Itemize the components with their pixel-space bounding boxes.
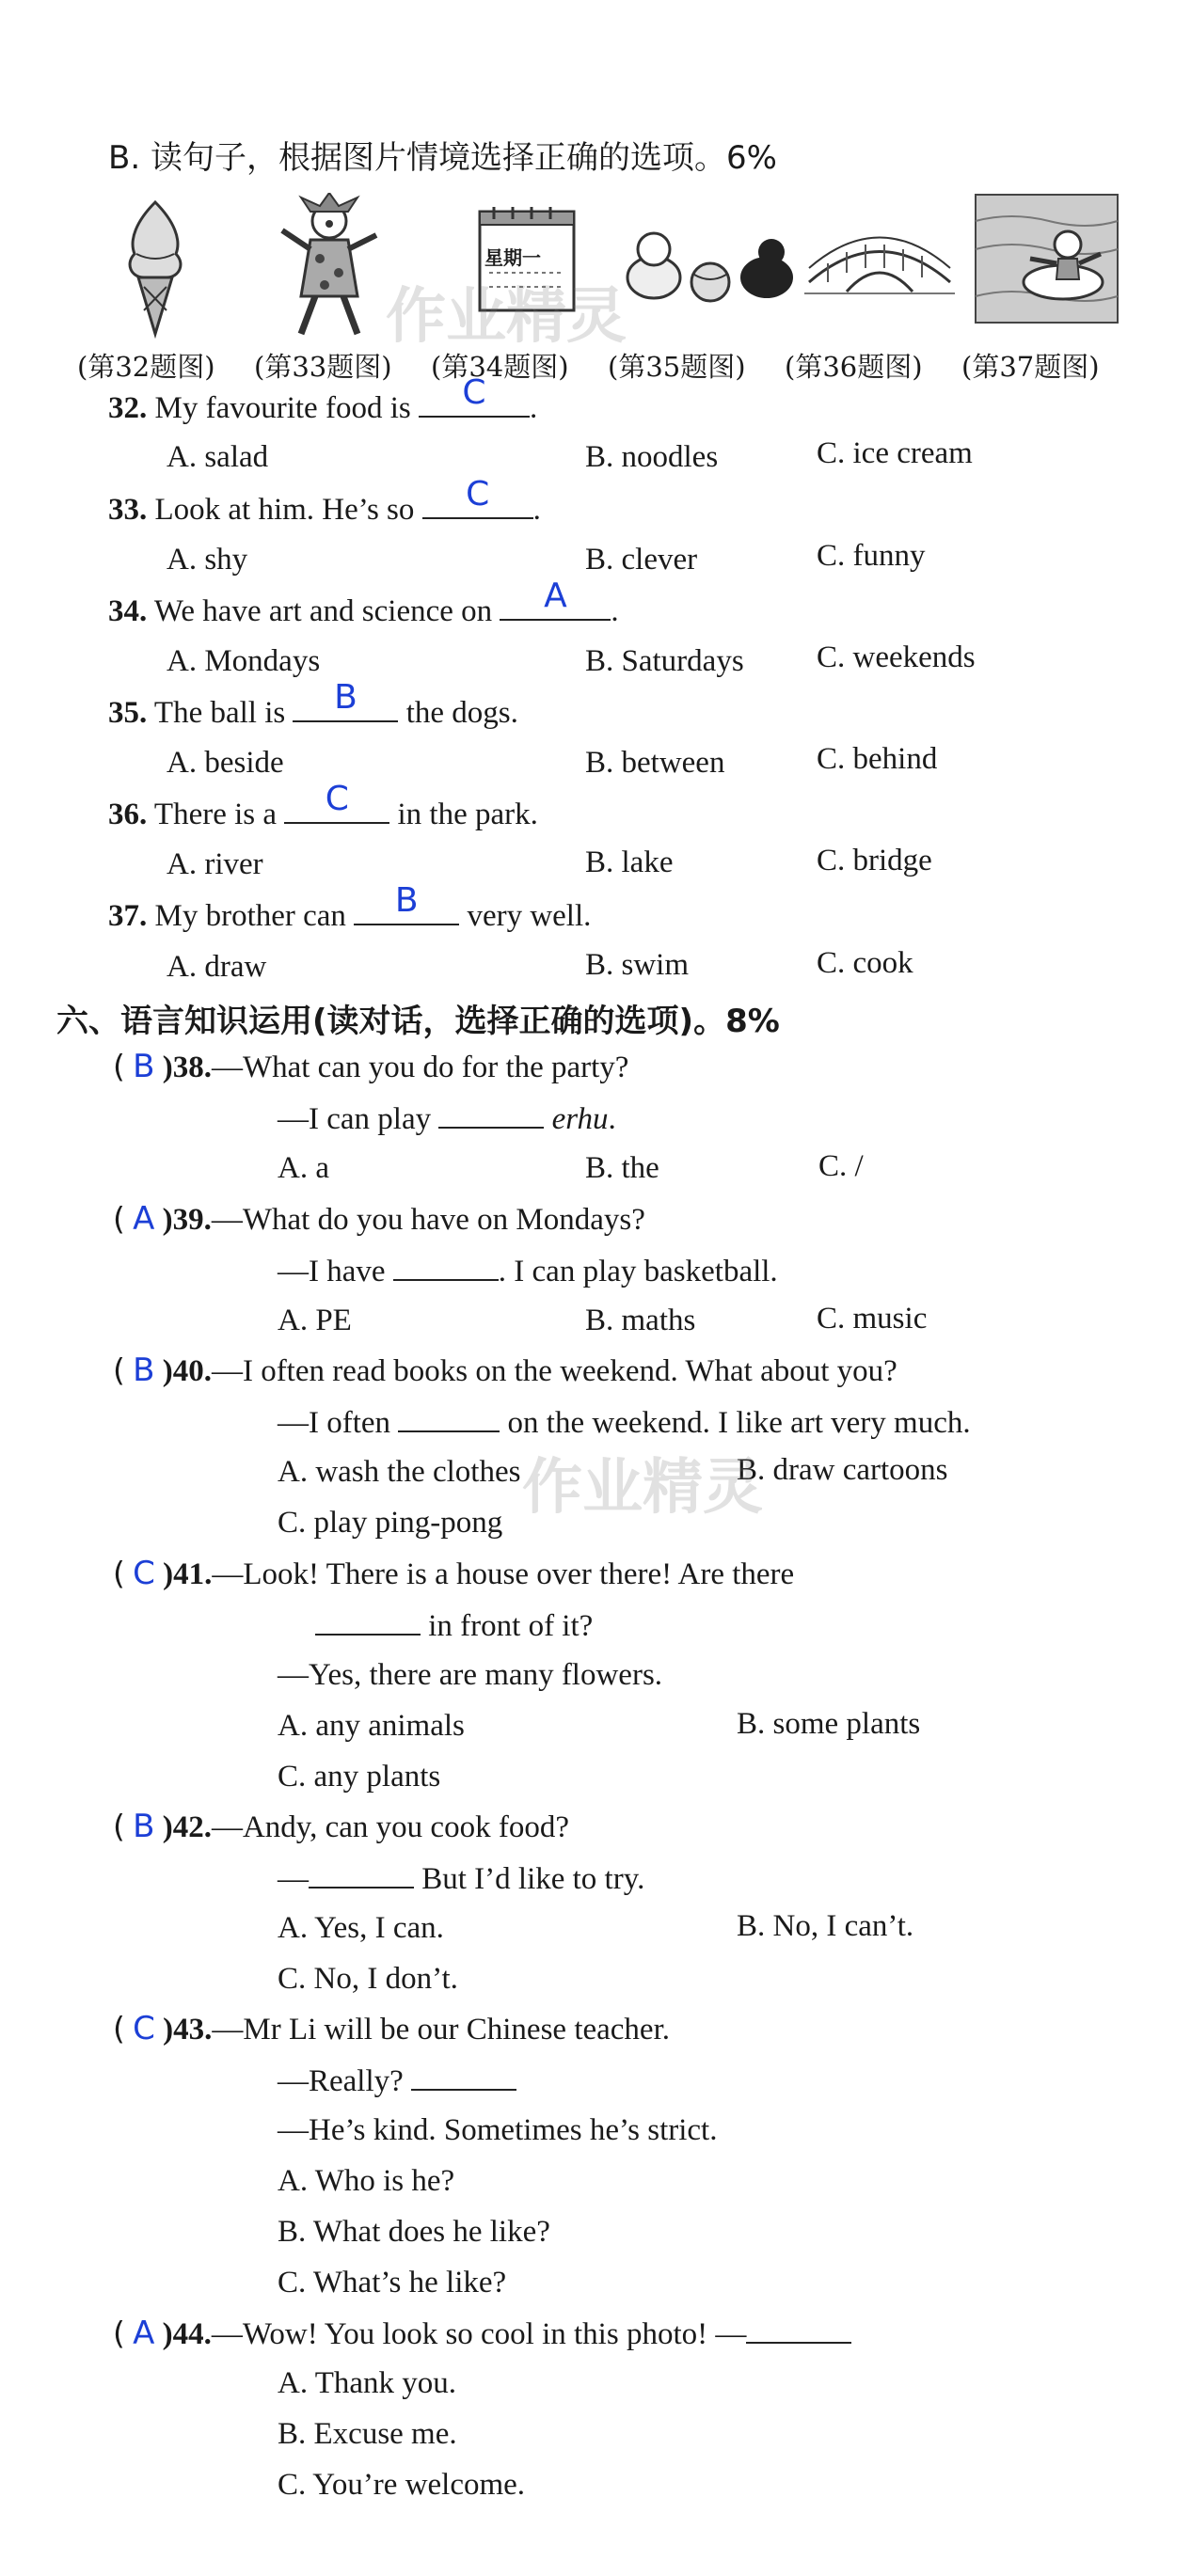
question-33: 33. Look at him. He’s so C .: [108, 475, 541, 527]
option-42-a: A. Yes, I can.: [278, 1911, 444, 1945]
watermark-2: 作业精灵: [522, 1453, 763, 1523]
option-38-a: A. a: [278, 1151, 329, 1185]
option-42-b: B. No, I can’t.: [737, 1909, 914, 1943]
option-44-a: A. Thank you.: [278, 2366, 457, 2400]
option-36-b: B. lake: [585, 845, 674, 879]
caption-37: (第37题图): [961, 351, 1100, 383]
question-41: ( C )41.—Look! There is a house over there! Are there: [113, 1555, 795, 1592]
part-b-heading: B. 读句子，根据图片情境选择正确的选项。6%: [108, 139, 777, 177]
question-34: 34. We have art and science on A .: [108, 577, 619, 628]
option-44-c: C. You’re welcome.: [278, 2468, 526, 2502]
question-36: 36. There is a C in the park.: [108, 780, 538, 831]
q41-line2: —Yes, there are many flowers.: [278, 1658, 663, 1692]
option-34-c: C. weekends: [817, 640, 976, 674]
answer-blank-35[interactable]: [293, 678, 398, 722]
option-41-c: C. any plants: [278, 1760, 441, 1794]
option-42-c: C. No, I don’t.: [278, 1962, 458, 1996]
option-43-c: C. What’s he like?: [278, 2266, 507, 2299]
option-32-a: A. salad: [167, 440, 269, 474]
caption-35: (第35题图): [608, 351, 746, 383]
question-38: ( B )38.—What can you do for the party?: [113, 1048, 629, 1085]
option-44-b: B. Excuse me.: [278, 2417, 457, 2451]
answer-42: B: [133, 1808, 155, 1845]
q41-line1b: in front of it?: [315, 1605, 593, 1645]
option-34-a: A. Mondays: [167, 644, 321, 678]
answer-44: A: [133, 2315, 155, 2352]
option-37-c: C. cook: [817, 946, 913, 980]
swimming-boy-picture: [974, 193, 1120, 324]
option-43-b: B. What does he like?: [278, 2215, 550, 2249]
answer-blank-32[interactable]: [419, 373, 530, 418]
question-32: 32. My favourite food is C .: [108, 373, 538, 425]
option-33-b: B. clever: [585, 543, 698, 577]
option-36-a: A. river: [167, 847, 263, 881]
answer-34: A: [544, 577, 567, 615]
dogs-and-ball-picture: [621, 226, 800, 310]
option-32-b: B. noodles: [585, 440, 719, 474]
answer-33: C: [466, 475, 490, 514]
option-40-a: A. wash the clothes: [278, 1455, 521, 1489]
answer-39: A: [133, 1200, 155, 1238]
answer-blank-36[interactable]: [284, 780, 389, 824]
q38-line2: —I can play erhu.: [278, 1098, 616, 1138]
caption-32: (第32题图): [77, 351, 215, 383]
question-40: ( B )40.—I often read books on the weekend. What about you?: [113, 1351, 897, 1389]
option-39-a: A. PE: [278, 1304, 352, 1337]
answer-blank-44[interactable]: [746, 2314, 851, 2344]
answer-41: C: [133, 1555, 155, 1592]
answer-40: B: [133, 1351, 155, 1389]
question-42: ( B )42.—Andy, can you cook food?: [113, 1808, 569, 1845]
caption-34: (第34题图): [431, 351, 569, 383]
answer-blank-43[interactable]: [411, 2061, 516, 2091]
answer-36: C: [325, 780, 349, 818]
caption-36: (第36题图): [785, 351, 923, 383]
option-41-b: B. some plants: [737, 1707, 921, 1741]
option-38-c: C. /: [818, 1149, 864, 1183]
option-40-c: C. play ping-pong: [278, 1506, 503, 1540]
option-39-c: C. music: [817, 1302, 928, 1335]
option-41-a: A. any animals: [278, 1709, 465, 1743]
option-36-c: C. bridge: [817, 844, 932, 877]
q42-line2: — But I’d like to try.: [278, 1858, 644, 1898]
section-6-heading: 六、语言知识运用(读对话，选择正确的选项)。8%: [56, 1003, 780, 1040]
question-44: ( A )44.—Wow! You look so cool in this photo! —: [113, 2314, 851, 2353]
option-34-b: B. Saturdays: [585, 644, 744, 678]
answer-blank-38[interactable]: [438, 1098, 544, 1129]
option-32-c: C. ice cream: [817, 436, 973, 470]
option-33-a: A. shy: [167, 543, 248, 577]
answer-37: B: [394, 881, 419, 920]
answer-blank-37[interactable]: [354, 881, 459, 925]
caption-33: (第33题图): [254, 351, 392, 383]
option-35-c: C. behind: [817, 742, 938, 776]
answer-38: B: [133, 1048, 155, 1085]
ice-cream-picture: [118, 198, 193, 339]
answer-32: C: [462, 373, 486, 412]
q39-line2: —I have . I can play basketball.: [278, 1251, 778, 1290]
option-40-b: B. draw cartoons: [737, 1453, 948, 1487]
bridge-picture: [804, 226, 955, 296]
question-35: 35. The ball is B the dogs.: [108, 678, 518, 730]
option-37-a: A. draw: [167, 950, 267, 984]
question-39: ( A )39.—What do you have on Mondays?: [113, 1200, 645, 1238]
option-33-c: C. funny: [817, 539, 926, 573]
answer-blank-42[interactable]: [309, 1858, 414, 1889]
answer-blank-41[interactable]: [315, 1605, 421, 1636]
answer-blank-34[interactable]: [500, 577, 611, 621]
option-37-b: B. swim: [585, 948, 690, 982]
option-35-b: B. between: [585, 746, 725, 780]
answer-blank-33[interactable]: [422, 475, 533, 519]
question-37: 37. My brother can B very well.: [108, 881, 592, 933]
option-38-b: B. the: [585, 1151, 659, 1185]
watermark: 作业精灵: [386, 282, 627, 352]
answer-35: B: [334, 678, 357, 717]
answer-blank-40[interactable]: [398, 1402, 500, 1432]
q43-line3: —He’s kind. Sometimes he’s strict.: [278, 2113, 718, 2147]
option-43-a: A. Who is he?: [278, 2164, 455, 2198]
answer-blank-39[interactable]: [393, 1251, 499, 1281]
option-35-a: A. beside: [167, 746, 284, 780]
question-43: ( C )43.—Mr Li will be our Chinese teacher.: [113, 2010, 670, 2047]
q43-line2: —Really?: [278, 2061, 516, 2100]
calendar-label: 星期一: [484, 246, 541, 269]
q40-line2: —I often on the weekend. I like art very much.: [278, 1402, 971, 1442]
answer-43: C: [133, 2010, 155, 2047]
option-39-b: B. maths: [585, 1304, 696, 1337]
clown-picture: [273, 193, 386, 343]
